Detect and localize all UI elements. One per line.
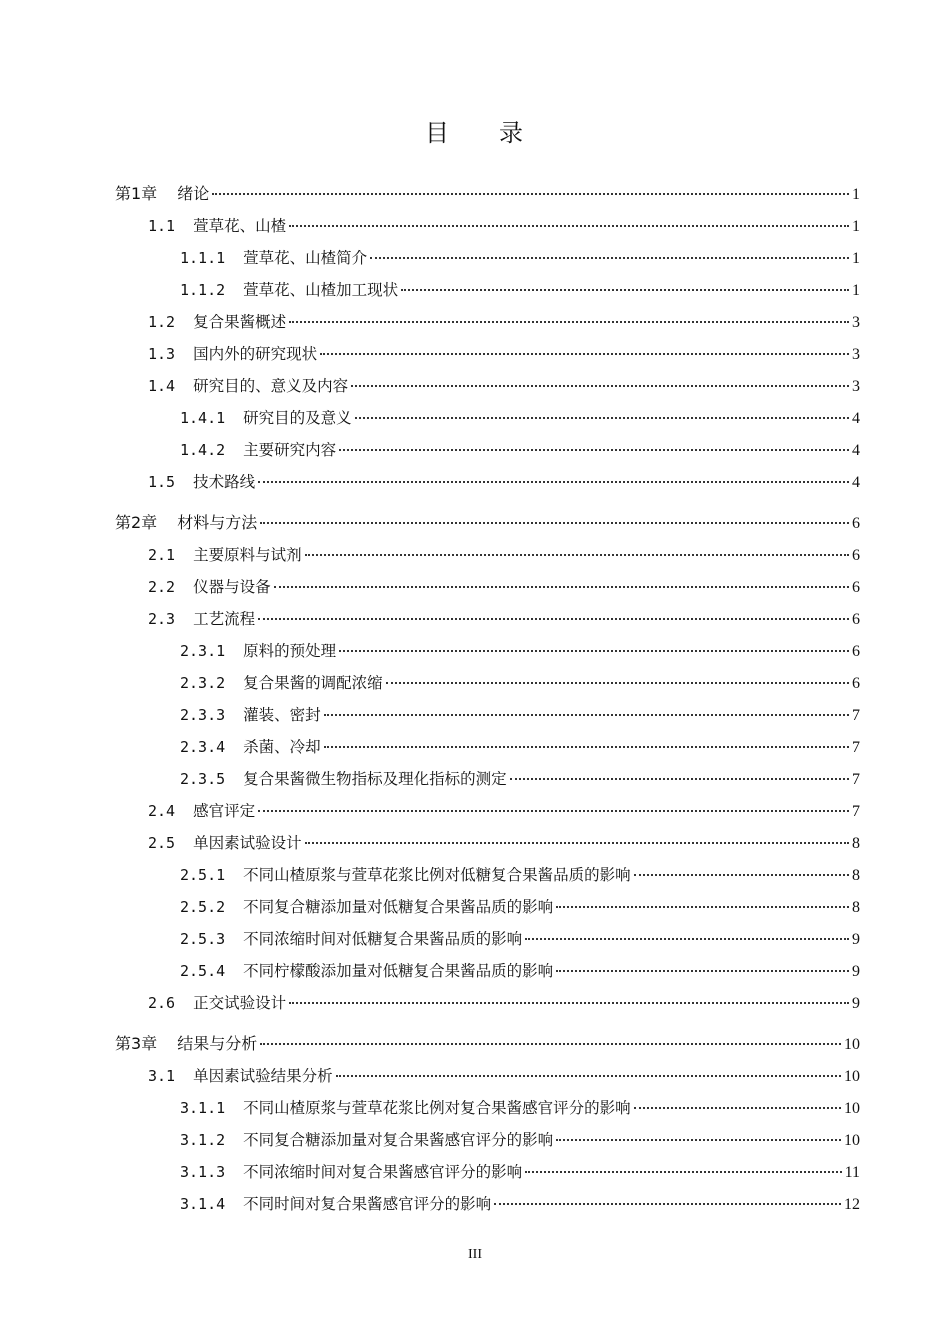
toc-entry-number: 2.5.1 xyxy=(180,866,226,884)
toc-entry-page: 10 xyxy=(844,1100,860,1117)
toc-dot-leader xyxy=(494,1202,841,1205)
toc-entry[interactable] xyxy=(115,402,860,434)
toc-entry-number: 2.1 xyxy=(148,546,176,564)
toc-dot-leader xyxy=(274,585,849,588)
toc-entry-page: 6 xyxy=(852,675,860,692)
toc-entry-title: 不同浓缩时间对复合果酱感官评分的影响 xyxy=(243,1163,523,1181)
toc-dot-leader xyxy=(305,841,849,844)
toc-chapter-entry[interactable] xyxy=(115,507,860,539)
toc-dot-leader xyxy=(289,1001,849,1004)
toc-entry-page: 9 xyxy=(852,963,860,980)
toc-entry-page: 8 xyxy=(852,899,860,916)
toc-entry-page: 1 xyxy=(852,186,860,203)
toc-entry-number: 2.5.2 xyxy=(180,898,226,916)
toc-entry-number: 1.4.1 xyxy=(180,409,226,427)
toc-entry-page: 9 xyxy=(852,931,860,948)
toc-entry-title: 研究目的、意义及内容 xyxy=(193,377,349,395)
toc-entry[interactable] xyxy=(115,987,860,1019)
toc-entry[interactable] xyxy=(115,955,860,987)
toc-entry[interactable] xyxy=(115,306,860,338)
toc-entry-title: 不同山楂原浆与萱草花浆比例对复合果酱感官评分的影响 xyxy=(243,1099,631,1117)
toc-dot-leader xyxy=(289,320,849,323)
toc-entry-page: 11 xyxy=(844,1164,860,1181)
toc-dot-leader xyxy=(401,288,849,291)
toc-entry-title: 萱草花、山楂简介 xyxy=(243,249,368,267)
toc-entry-title: 工艺流程 xyxy=(193,610,256,628)
toc-entry-page: 6 xyxy=(852,547,860,564)
toc-entry-number: 2.3.5 xyxy=(180,770,226,788)
toc-entry-title: 不同复合糖添加量对复合果酱感官评分的影响 xyxy=(243,1131,554,1149)
toc-entry-title: 原料的预处理 xyxy=(243,642,337,660)
toc-entry-title: 研究目的及意义 xyxy=(243,409,352,427)
toc-entry-page: 4 xyxy=(852,474,860,491)
toc-entry[interactable] xyxy=(115,603,860,635)
toc-entry-number: 1.1.2 xyxy=(180,281,226,299)
toc-entry-number: 1.1.1 xyxy=(180,249,226,267)
toc-entry[interactable] xyxy=(115,434,860,466)
toc-entry[interactable] xyxy=(115,699,860,731)
toc-entry[interactable] xyxy=(115,571,860,603)
toc-dot-leader xyxy=(634,873,849,876)
toc-dot-leader xyxy=(556,905,849,908)
toc-entry-title: 不同时间对复合果酱感官评分的影响 xyxy=(243,1195,492,1213)
toc-entry-title: 不同浓缩时间对低糖复合果酱品质的影响 xyxy=(243,930,523,948)
toc-dot-leader xyxy=(289,224,849,227)
toc-entry-title: 国内外的研究现状 xyxy=(193,345,318,363)
toc-dot-leader xyxy=(339,448,849,451)
toc-entry-page: 3 xyxy=(852,346,860,363)
toc-entry-page: 1 xyxy=(852,282,860,299)
toc-entry-title: 杀菌、冷却 xyxy=(243,738,321,756)
toc-entry-title: 复合果酱微生物指标及理化指标的测定 xyxy=(243,770,507,788)
toc-entry[interactable] xyxy=(115,763,860,795)
toc-entry-page: 10 xyxy=(844,1068,860,1085)
toc-entry-title: 萱草花、山楂加工现状 xyxy=(243,281,399,299)
toc-entry-number: 1.5 xyxy=(148,473,176,491)
toc-dot-leader xyxy=(386,681,849,684)
page-number: III xyxy=(468,1247,482,1262)
toc-dot-leader xyxy=(212,192,849,195)
toc-entry-page: 10 xyxy=(844,1036,860,1053)
toc-entry[interactable] xyxy=(115,539,860,571)
toc-entry-number: 2.5.3 xyxy=(180,930,226,948)
toc-entry-page: 7 xyxy=(852,803,860,820)
toc-entry[interactable] xyxy=(115,635,860,667)
toc-entry-page: 8 xyxy=(852,835,860,852)
toc-dot-leader xyxy=(260,1042,841,1045)
toc-entry[interactable] xyxy=(115,1092,860,1124)
toc-entry-page: 6 xyxy=(852,643,860,660)
toc-entry-title: 材料与方法 xyxy=(177,513,258,532)
toc-entry-title: 正交试验设计 xyxy=(193,994,287,1012)
toc-dot-leader xyxy=(320,352,849,355)
toc-entry[interactable] xyxy=(115,1188,860,1220)
toc-entry[interactable] xyxy=(115,859,860,891)
table-of-contents xyxy=(115,178,860,1220)
toc-dot-leader xyxy=(510,777,849,780)
toc-entry-title: 绪论 xyxy=(177,184,210,203)
toc-entry[interactable] xyxy=(115,667,860,699)
toc-entry-page: 3 xyxy=(852,378,860,395)
toc-entry-title: 萱草花、山楂 xyxy=(193,217,287,235)
toc-entry-page: 3 xyxy=(852,314,860,331)
toc-entry-number: 3.1.4 xyxy=(180,1195,226,1213)
toc-entry-number: 2.5 xyxy=(148,834,176,852)
toc-entry-number: 1.3 xyxy=(148,345,176,363)
toc-entry-title: 复合果酱的调配浓缩 xyxy=(243,674,383,692)
toc-entry-number: 3.1.2 xyxy=(180,1131,226,1149)
toc-dot-leader xyxy=(525,1170,841,1173)
toc-entry-number: 2.4 xyxy=(148,802,176,820)
toc-entry-title: 复合果酱概述 xyxy=(193,313,287,331)
toc-entry-title: 不同山楂原浆与萱草花浆比例对低糖复合果酱品质的影响 xyxy=(243,866,631,884)
toc-entry-title: 不同复合糖添加量对低糖复合果酱品质的影响 xyxy=(243,898,554,916)
toc-dot-leader xyxy=(324,713,849,716)
toc-entry[interactable] xyxy=(115,1156,860,1188)
toc-entry[interactable] xyxy=(115,274,860,306)
toc-entry[interactable] xyxy=(115,923,860,955)
toc-entry-title: 单因素试验设计 xyxy=(193,834,302,852)
toc-dot-leader xyxy=(370,256,849,259)
toc-entry-page: 6 xyxy=(852,579,860,596)
toc-dot-leader xyxy=(260,521,849,524)
toc-entry[interactable] xyxy=(115,731,860,763)
toc-entry-title: 主要研究内容 xyxy=(243,441,337,459)
toc-entry-page: 9 xyxy=(852,995,860,1012)
toc-entry[interactable] xyxy=(115,338,860,370)
toc-entry[interactable] xyxy=(115,242,860,274)
toc-entry-number: 2.3.3 xyxy=(180,706,226,724)
page-title-part-2: 录 xyxy=(499,119,525,147)
toc-entry-number: 2.3.4 xyxy=(180,738,226,756)
page-title-part-1: 目 xyxy=(425,119,451,147)
toc-entry[interactable] xyxy=(115,210,860,242)
toc-entry-title: 结果与分析 xyxy=(177,1034,258,1053)
toc-chapter-entry[interactable] xyxy=(115,178,860,210)
toc-entry-number: 3.1 xyxy=(148,1067,176,1085)
toc-dot-leader xyxy=(634,1106,841,1109)
toc-entry-page: 7 xyxy=(852,707,860,724)
toc-entry-number: 3.1.1 xyxy=(180,1099,226,1117)
toc-entry-page: 1 xyxy=(852,250,860,267)
toc-dot-leader xyxy=(556,969,849,972)
toc-dot-leader xyxy=(525,937,849,940)
toc-dot-leader xyxy=(324,745,849,748)
toc-entry-number: 2.6 xyxy=(148,994,176,1012)
toc-entry-page: 6 xyxy=(852,611,860,628)
toc-entry-number: 2.3 xyxy=(148,610,176,628)
toc-dot-leader xyxy=(336,1074,841,1077)
toc-entry-number: 1.4.2 xyxy=(180,441,226,459)
toc-dot-leader xyxy=(305,553,849,556)
toc-entry-page: 6 xyxy=(852,515,860,532)
toc-entry-title: 灌装、密封 xyxy=(243,706,321,724)
toc-entry-page: 10 xyxy=(844,1132,860,1149)
toc-entry-number: 3.1.3 xyxy=(180,1163,226,1181)
toc-entry[interactable] xyxy=(115,795,860,827)
toc-entry-number: 1.2 xyxy=(148,313,176,331)
toc-entry-number: 第3章 xyxy=(115,1034,158,1053)
toc-entry-page: 7 xyxy=(852,739,860,756)
toc-entry-page: 4 xyxy=(852,410,860,427)
toc-entry-number: 2.3.1 xyxy=(180,642,226,660)
page-title xyxy=(0,113,950,148)
toc-entry-number: 2.2 xyxy=(148,578,176,596)
toc-entry[interactable] xyxy=(115,891,860,923)
toc-entry-number: 1.4 xyxy=(148,377,176,395)
toc-entry[interactable] xyxy=(115,466,860,498)
toc-entry[interactable] xyxy=(115,1060,860,1092)
toc-dot-leader xyxy=(556,1138,841,1141)
toc-entry[interactable] xyxy=(115,1124,860,1156)
toc-dot-leader xyxy=(258,617,849,620)
toc-dot-leader xyxy=(258,480,849,483)
toc-entry-page: 8 xyxy=(852,867,860,884)
toc-entry-page: 12 xyxy=(844,1196,860,1213)
toc-entry-page: 1 xyxy=(852,218,860,235)
toc-entry-number: 1.1 xyxy=(148,217,176,235)
toc-entry-title: 仪器与设备 xyxy=(193,578,271,596)
toc-dot-leader xyxy=(339,649,849,652)
toc-entry-title: 感官评定 xyxy=(193,802,256,820)
toc-entry-number: 第2章 xyxy=(115,513,158,532)
toc-entry[interactable] xyxy=(115,827,860,859)
toc-entry-number: 第1章 xyxy=(115,184,158,203)
toc-dot-leader xyxy=(355,416,849,419)
toc-dot-leader xyxy=(351,384,849,387)
toc-entry-page: 4 xyxy=(852,442,860,459)
toc-entry-title: 主要原料与试剂 xyxy=(193,546,302,564)
toc-entry-title: 技术路线 xyxy=(193,473,256,491)
toc-entry-number: 2.5.4 xyxy=(180,962,226,980)
toc-entry-number: 2.3.2 xyxy=(180,674,226,692)
toc-entry-page: 7 xyxy=(852,771,860,788)
toc-chapter-entry[interactable] xyxy=(115,1028,860,1060)
toc-entry[interactable] xyxy=(115,370,860,402)
toc-entry-title: 不同柠檬酸添加量对低糖复合果酱品质的影响 xyxy=(243,962,554,980)
toc-dot-leader xyxy=(258,809,849,812)
toc-entry-title: 单因素试验结果分析 xyxy=(193,1067,333,1085)
